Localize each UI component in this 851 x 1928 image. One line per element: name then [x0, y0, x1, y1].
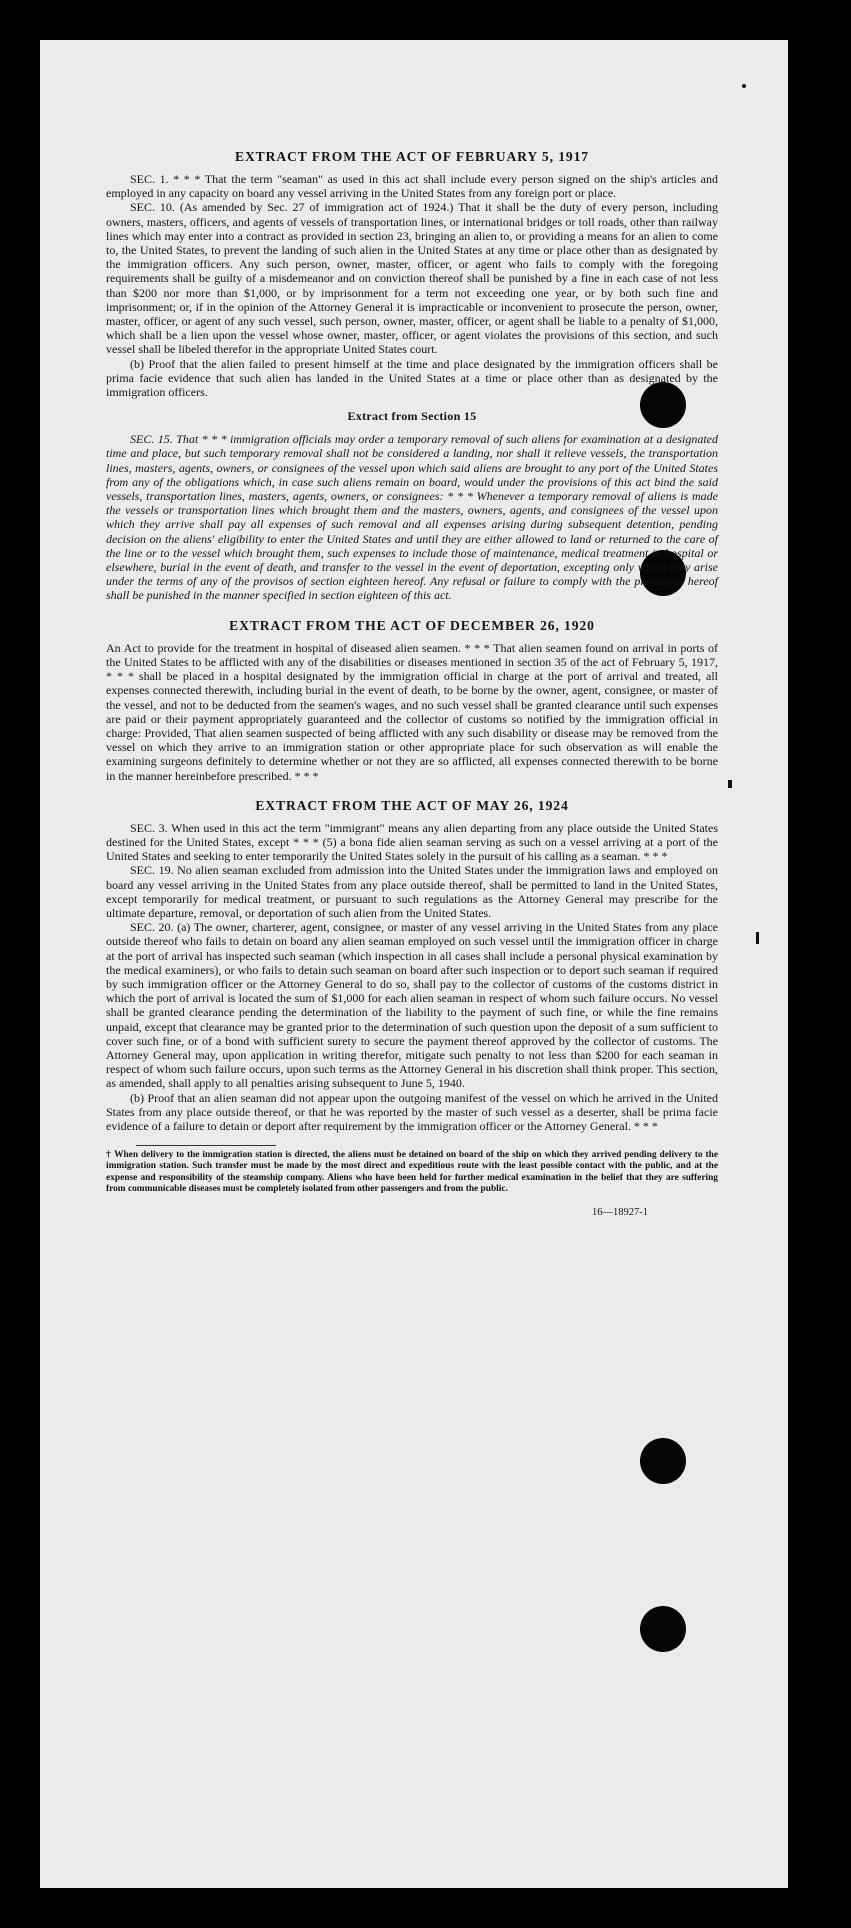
paragraph-sec-3: SEC. 3. When used in this act the term "immigrant" means any alien departing from any place outside the United States destined for the United States, except * * * (5) a bona fide alien seaman serving as such on a vessel arriving at a port of the United States and seeking to enter temporarily the United States solely in the pursuit of his calling as a seaman. * * * — [106, 820, 718, 864]
section-heading: EXTRACT FROM THE ACT OF FEBRUARY 5, 1917 — [235, 149, 589, 164]
paragraph-sec-20-b: (b) Proof that an alien seaman did not appear upon the outgoing manifest of the vessel on which he arrived in the United States from any place outside thereof, or that he was reported by the master of such vessel as a deserter, shall be prima facie evidence of a failure to detain or deport after requirement by the immigration officer or the Attorney General. * * * — [106, 1090, 718, 1133]
section-heading: EXTRACT FROM THE ACT OF MAY 26, 1924 — [255, 797, 569, 813]
punch-hole — [640, 1606, 686, 1652]
paragraph-sec-10-b: (b) Proof that the alien failed to present himself at the time and place designated by the immigration officers shall be prima facie evidence that such alien has landed in the United States at a time or place other than as designated by the immigration officers. — [106, 356, 718, 400]
paragraph-sec-1: SEC. 1. * * * That the term "seaman" as used in this act shall include every person signed on the ship's articles and employed in any capacity on board any vessel arriving in the United States from any foreign port or place. — [106, 172, 718, 201]
punch-hole — [640, 1438, 686, 1484]
form-code: 16—18927-1 — [592, 1207, 648, 1219]
paragraph-sec-20-a: SEC. 20. (a) The owner, charterer, agent, consignee, or master of any vessel arriving in the United States from any place outside thereof who fails to detain on board any alien seaman employed on such vessel until the immigration officer in charge at the port of arrival has inspected such seaman (which inspection in all cases shall include a personal physical examination by the medical examiners), or who fails to detain such seaman on board after such inspection or to deport such seaman if required by such immigration officer or the Attorney General to do so, shall pay to the collector of customs of the customs district in which the port of arrival is located the sum of $1,000 for each alien seaman in respect of whom such failure occurs. No vessel shall be granted clearance pending the determination of the liability to the payment of such fine, or while the fine remains unpaid, except that clearance may be granted prior to the determination of such question upon the deposit of a sum sufficient to cover such fine, or of a bond with sufficient surety to secure the payment thereof approved by the collector of customs. The Attorney General may, upon application in writing therefor, mitigate such penalty to not less than $200 for each seaman in respect of whom such failure occurs, upon such terms as the Attorney General in his discretion shall think proper. This section, as amended, shall apply to all penalties arising subsequent to June 5, 1940. — [106, 920, 718, 1091]
paragraph-sec-15: SEC. 15. That * * * immigration officials may order a temporary removal of such aliens for examination at a designated time and place, but such temporary removal shall not be considered a landing, nor shall it relieve vessels, the transportation lines, masters, agents, owners, or consignees of the vessel upon which said aliens are brought to any port of the United States from any of the obligations which, in case such aliens remain on board, would under the provisions of this act bind the said vessels, transportation lines, masters, agents, owners, or consignees: * * * Whenever a temporary removal of aliens is made the vessels or transportation lines which brought them and the masters, owners, agents, and consignees of the vessel upon which they arrive shall pay all expenses of such removal and all expenses arising during subsequent detention, pending decision on the aliens' eligibility to enter the United States and until they are either allowed to land or returned to the care of the line or to the vessel which brought them, such expenses to include those of maintenance, medical treatment in hospital or elsewhere, burial in the event of death, and transfer to the vessel in the event of deportation, excepting only where they arise under the terms of any of the provisos of section eighteen hereof. Any refusal or failure to comply with the provisions hereof shall be punished in the manner specified in section eighteen of this act. — [106, 432, 718, 603]
page-mark — [756, 932, 759, 944]
section-heading: EXTRACT FROM THE ACT OF DECEMBER 26, 1920 — [229, 617, 595, 633]
section-15-extract — [106, 409, 718, 602]
footnote-text: † When delivery to the immigration station is directed, the aliens must be detained on board of the ship on which they arrived pending delivery to the immigration station. Such transfer must be made by the most direct and expeditious route with the least possible contact with the public, and at the expense and responsibility of the steamship company. Aliens who have been held for further medical examination in the belief that they are suffering from communicable diseases must be completely isolated from other passengers and from the public. — [106, 1150, 718, 1195]
subheading: Extract from Section 15 — [347, 409, 477, 424]
act-1917-section — [106, 148, 718, 399]
act-1924-section — [106, 797, 718, 1133]
footnote — [106, 1150, 718, 1195]
page-mark — [728, 780, 732, 788]
document-page — [40, 40, 788, 1888]
paragraph-sec-19: SEC. 19. No alien seaman excluded from admission into the United States under the immigration laws and employed on board any vessel arriving in the United States from any place outside thereof, shall be permitted to land in the United States, except temporarily for medical treatment, or pursuant to such regulations as the Attorney General may prescribe for the ultimate departure, removal, or deportation of such alien from the United States. — [106, 863, 718, 920]
footnote-divider — [136, 1145, 276, 1146]
act-1920-section — [106, 617, 718, 783]
page-mark — [742, 84, 746, 88]
document-body — [106, 148, 718, 1218]
paragraph-act-1920: An Act to provide for the treatment in hospital of diseased alien seamen. * * * That alien seamen found on arrival in ports of the United States to be afflicted with any of the disabilities or diseases mentioned in section 35 of the act of February 5, 1917, * * * shall be placed in a hospital designated by the immigration official in charge at the port of arrival and treated, all expenses connected therewith, including burial in the event of death, to be borne by the owner, agent, consignee, or master of the vessel, and not to be deducted from the seamen's wages, and no such vessel shall be granted clearance until such expenses are paid or their payment appropriately guaranteed and the collector of customs so notified by the immigration official in charge: Provided, That alien seamen suspected of being afflicted with any such disability or disease may be removed from the vessel on which they arrive to an immigration station or other appropriate place for such observation as will enable the examining surgeons definitely to determine whether or not they are so afflicted, all expenses connected therewith to be borne in the manner hereinbefore prescribed. * * * — [106, 640, 718, 783]
paragraph-sec-10: SEC. 10. (As amended by Sec. 27 of immigration act of 1924.) That it shall be the duty of every person, including owners, masters, officers, and agents of vessels of transportation lines, or international bridges or toll roads, other than railway lines which may enter into a contract as provided in section 23, bringing an alien to, or providing a means for an alien to come to, the United States, to prevent the landing of such alien in the United States at any time or place other than as designated by the immigration officers. Any such person, owner, master, officer, or agent who fails to comply with the foregoing requirements shall be guilty of a misdemeanor and on conviction thereof shall be punished by a fine in each case of not less than $200 nor more than $1,000, or by imprisonment for a term not exceeding one year, or by both such fine and imprisonment; or, if in the opinion of the Attorney General it is impracticable or inconvenient to prosecute the person, owner, master, officer, or agent of any such vessel, such person, owner, master, officer, or agent shall be liable to a penalty of $1,000, which shall be a lien upon the vessel whose owner, master, officer, or agent violates the provisions of this section, and such vessel shall be libeled therefor in the appropriate United States court. — [106, 200, 718, 357]
